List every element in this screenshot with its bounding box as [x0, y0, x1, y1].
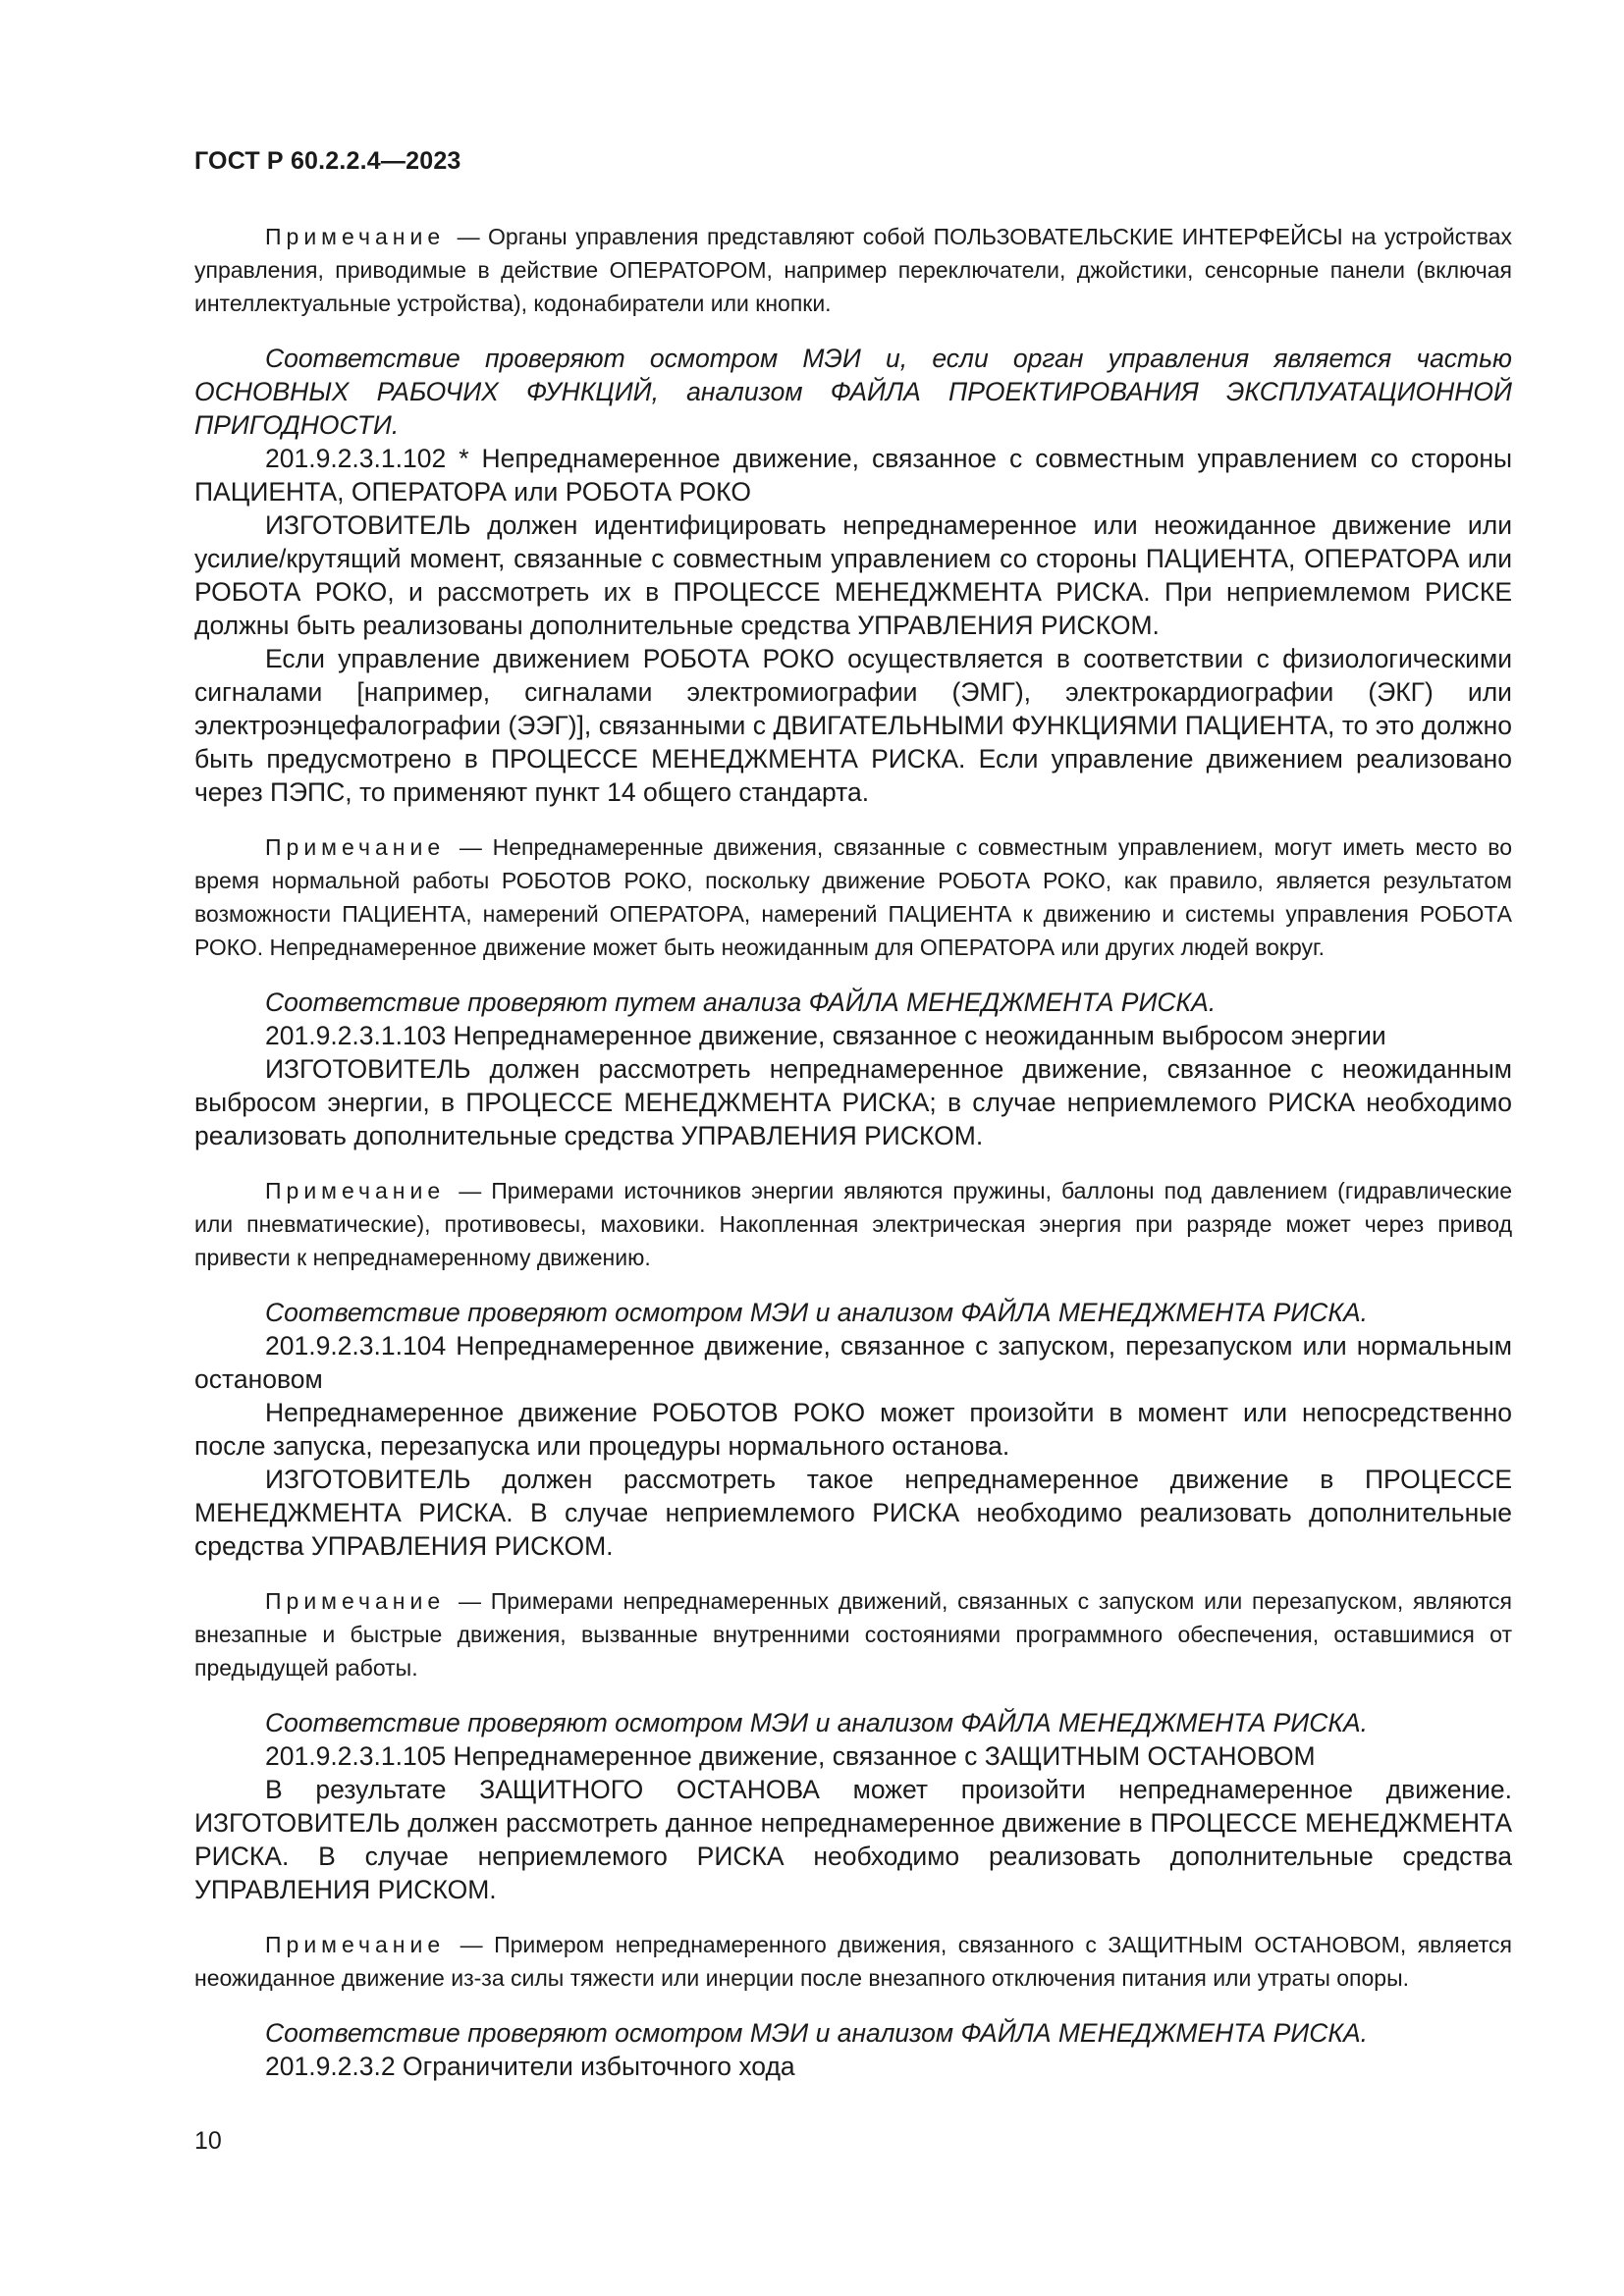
- note-paragraph: [194, 830, 1512, 964]
- body-paragraph: ИЗГОТОВИТЕЛЬ должен рассмотреть непреднамеренное движение, связанное с неожиданным выбросом энергии, в ПРОЦЕССЕ МЕНЕДЖМЕНТА РИСКА; в случае неприемлемого РИСКА необходимо реализовать дополнительные средства УПРАВЛЕНИЯ РИСКОМ.: [194, 1054, 1512, 1150]
- note-text: — Органы управления представляют собой ПОЛЬЗОВАТЕЛЬСКИЕ ИНТЕРФЕЙСЫ на устройствах управления, приводимые в действие ОПЕРАТОРОМ, например переключатели, джойстики, сенсорные панели (включая интеллектуальные устройства), кодонабиратели или кнопки.: [194, 224, 1513, 316]
- note-paragraph: [194, 220, 1512, 320]
- section-heading: 201.9.2.3.1.102 * Непреднамеренное движение, связанное с совместным управлением со стороны ПАЦИЕНТА, ОПЕРАТОРА или РОБОТА РОКО: [194, 444, 1512, 507]
- note-label: Примечание: [265, 1178, 446, 1203]
- document-header: ГОСТ Р 60.2.2.4—2023: [194, 147, 461, 175]
- compliance-paragraph: Соответствие проверяют осмотром МЭИ и анализом ФАЙЛА МЕНЕДЖМЕНТА РИСКА.: [265, 2018, 1369, 2048]
- compliance-paragraph: Соответствие проверяют осмотром МЭИ и анализом ФАЙЛА МЕНЕДЖМЕНТА РИСКА.: [265, 1708, 1369, 1737]
- note-text: — Примерами непреднамеренных движений, связанных с запуском или перезапуском, являются внезапные и быстрые движения, вызванные внутренними состояниями программного обеспечения, оставшимися от предыдущей работы.: [194, 1588, 1513, 1681]
- section-heading: 201.9.2.3.1.104 Непреднамеренное движение, связанное с запуском, перезапуском или нормальным остановом: [194, 1331, 1512, 1394]
- body-paragraph: ИЗГОТОВИТЕЛЬ должен идентифицировать непреднамеренное или неожиданное движение или усилие/крутящий момент, связанные с совместным управлением со стороны ПАЦИЕНТА, ОПЕРАТОРА или РОБОТА РОКО, и рассмотреть их в ПРОЦЕССЕ МЕНЕДЖМЕНТА РИСКА. При неприемлемом РИСКЕ должны быть реализованы дополнительные средства УПРАВЛЕНИЯ РИСКОМ.: [194, 510, 1512, 640]
- compliance-paragraph: Соответствие проверяют осмотром МЭИ и анализом ФАЙЛА МЕНЕДЖМЕНТА РИСКА.: [265, 1298, 1369, 1327]
- section-heading: 201.9.2.3.1.103 Непреднамеренное движение, связанное с неожиданным выбросом энергии: [265, 1021, 1386, 1050]
- body-paragraph: Непреднамеренное движение РОБОТОВ РОКО может произойти в момент или непосредственно после запуска, перезапуска или процедуры нормального останова.: [194, 1398, 1512, 1461]
- body-paragraph: ИЗГОТОВИТЕЛЬ должен рассмотреть такое непреднамеренное движение в ПРОЦЕССЕ МЕНЕДЖМЕНТА РИСКА. В случае неприемлемого РИСКА необходимо реализовать дополнительные средства УПРАВЛЕНИЯ РИСКОМ.: [194, 1465, 1512, 1561]
- note-paragraph: [194, 1174, 1512, 1274]
- page-number: 10: [194, 2127, 222, 2155]
- note-label: Примечание: [265, 834, 446, 860]
- compliance-paragraph: Соответствие проверяют путем анализа ФАЙЛА МЕНЕДЖМЕНТА РИСКА.: [265, 988, 1217, 1017]
- note-text: — Примером непреднамеренного движения, связанного с ЗАЩИТНЫМ ОСТАНОВОМ, является неожиданное движение из-за силы тяжести или инерции после внезапного отключения питания или утраты опоры.: [194, 1932, 1512, 1991]
- compliance-paragraph: Соответствие проверяют осмотром МЭИ и, если орган управления является частью ОСНОВНЫХ РАБОЧИХ ФУНКЦИЙ, анализом ФАЙЛА ПРОЕКТИРОВАНИЯ ЭКСПЛУАТАЦИОННОЙ ПРИГОДНОСТИ.: [194, 344, 1512, 440]
- document-body: [194, 220, 1512, 2083]
- note-label: Примечание: [265, 1932, 446, 1957]
- note-text: — Непреднамеренные движения, связанные с совместным управлением, могут иметь место во время нормальной работы РОБОТОВ РОКО, поскольку движение РОБОТА РОКО, как правило, является результатом возможности ПАЦИЕНТА, намерений ОПЕРАТОРА, намерений ПАЦИЕНТА к движению и системы управления РОБОТА РОКО. Непреднамеренное движение может быть неожиданным для ОПЕРАТОРА или других людей вокруг.: [194, 834, 1513, 960]
- note-paragraph: [194, 1584, 1512, 1684]
- section-heading: 201.9.2.3.1.105 Непреднамеренное движение, связанное с ЗАЩИТНЫМ ОСТАНОВОМ: [265, 1741, 1316, 1771]
- body-paragraph: В результате ЗАЩИТНОГО ОСТАНОВА может произойти непреднамеренное движение. ИЗГОТОВИТЕЛЬ должен рассмотреть данное непреднамеренное движение в ПРОЦЕССЕ МЕНЕДЖМЕНТА РИСКА. В случае неприемлемого РИСКА необходимо реализовать дополнительные средства УПРАВЛЕНИЯ РИСКОМ.: [194, 1775, 1512, 1904]
- section-heading: 201.9.2.3.2 Ограничители избыточного хода: [265, 2052, 795, 2081]
- note-label: Примечание: [265, 1588, 446, 1614]
- note-label: Примечание: [265, 224, 446, 249]
- note-text: — Примерами источников энергии являются пружины, баллоны под давлением (гидравлические или пневматические), противовесы, маховики. Накопленная электрическая энергия при разряде может через привод привести к непреднамеренному движению.: [194, 1178, 1512, 1270]
- note-paragraph: [194, 1928, 1512, 1995]
- body-paragraph: Если управление движением РОБОТА РОКО осуществляется в соответствии с физиологическими сигналами [например, сигналами электромиографии (ЭМГ), электрокардиографии (ЭКГ) или электроэнцефалографии (ЭЭГ)], связанными с ДВИГАТЕЛЬНЫМИ ФУНКЦИЯМИ ПАЦИЕНТА, то это должно быть предусмотрено в ПРОЦЕССЕ МЕНЕДЖМЕНТА РИСКА. Если управление движением реализовано через ПЭПС, то применяют пункт 14 общего стандарта.: [194, 644, 1512, 807]
